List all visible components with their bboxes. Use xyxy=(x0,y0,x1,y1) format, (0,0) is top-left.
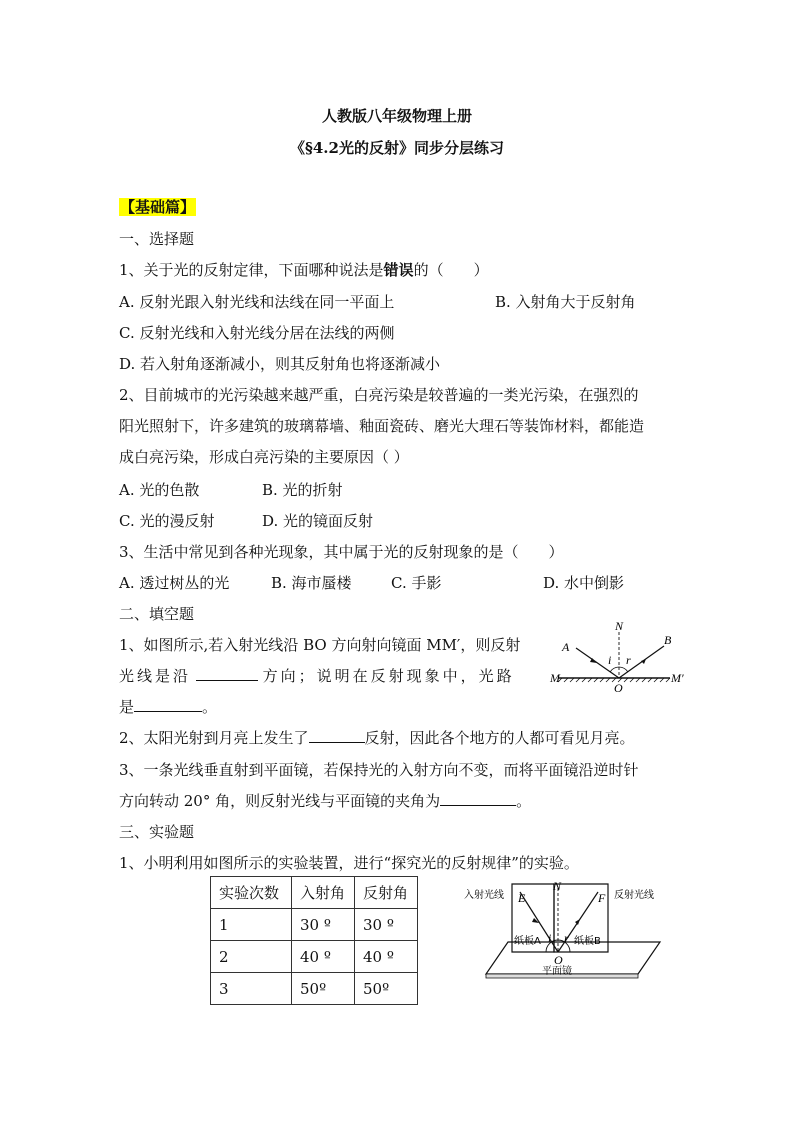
table-cell: 40 º xyxy=(355,941,418,973)
q2-option-d: D. 光的镜面反射 xyxy=(262,512,374,530)
fill-q3-line2-pre: 方向转动 20° 角，则反射光线与平面镜的夹角为 xyxy=(119,792,441,810)
q2-option-b: B. 光的折射 xyxy=(262,481,343,499)
table-row xyxy=(211,973,418,1005)
basic-section-tag xyxy=(119,196,196,217)
table-row xyxy=(211,941,418,973)
page-subtitle: 《§4.2光的反射》同步分层练习 xyxy=(290,139,504,157)
table-row xyxy=(211,909,418,941)
fill-q3-line2 xyxy=(119,790,531,811)
fill-q2-pre: 2、太阳光射到月亮上发生了 xyxy=(119,729,309,747)
fill-q1-line2 xyxy=(119,665,515,686)
q2-line2: 阳光照射下，许多建筑的玻璃幕墙、釉面瓷砖、磨光大理石等装饰材料，都能造 xyxy=(119,417,645,435)
angle-r-arc xyxy=(619,667,628,672)
label-o: O xyxy=(554,953,563,967)
fill-q2-post: 反射，因此各个地方的人都可看见月亮。 xyxy=(364,729,635,747)
fill-q1-line3-post: 。 xyxy=(202,698,218,716)
reflected-arrow-icon xyxy=(575,919,580,925)
apparatus-diagram xyxy=(462,878,666,982)
q3-option-b: B. 海市蜃楼 xyxy=(271,574,352,592)
angle-i-arc xyxy=(610,667,619,672)
q3-option-a: A. 透过树丛的光 xyxy=(119,574,230,592)
table-header-cell: 实验次数 xyxy=(211,877,292,909)
label-i: i xyxy=(608,653,612,667)
fill-q3-line2-post: 。 xyxy=(516,792,532,810)
basic-section-label: 【基础篇】 xyxy=(120,198,196,216)
table-cell: 2 xyxy=(211,941,292,973)
q2-option-c: C. 光的漫反射 xyxy=(119,512,215,530)
label-b: B xyxy=(664,633,672,647)
q1-stem xyxy=(119,259,489,280)
q3-option-c: C. 手影 xyxy=(391,574,442,592)
part3-heading: 三、实验题 xyxy=(119,823,195,841)
q2-line1: 2、目前城市的光污染越来越严重，白亮污染是较普遍的一类光污染，在强烈的 xyxy=(119,386,639,404)
table-cell: 1 xyxy=(211,909,292,941)
table-cell: 40 º xyxy=(292,941,355,973)
table-cell: 50º xyxy=(292,973,355,1005)
label-e: E xyxy=(518,891,526,905)
fill-q1-blank1[interactable] xyxy=(196,666,258,681)
mirror-label: 平面镜 xyxy=(542,966,572,977)
experiment-table xyxy=(210,876,418,1005)
q3-option-d: D. 水中倒影 xyxy=(543,574,625,592)
q1-stem-pre: 1、关于光的反射定律，下面哪种说法是 xyxy=(119,261,384,279)
label-n: N xyxy=(553,879,562,893)
table-header-row xyxy=(211,877,418,909)
label-a: A xyxy=(562,640,570,654)
fill-q1-line2-post: 方向；说明在反射现象中，光路 xyxy=(262,667,515,685)
fill-q1-line3-pre: 是 xyxy=(119,698,135,716)
q1-option-b: B. 入射角大于反射角 xyxy=(495,293,636,311)
fill-q1-line2-pre: 光线是沿 xyxy=(119,667,192,685)
label-r: r xyxy=(626,653,631,667)
q1-option-d: D. 若入射角逐渐减小，则其反射角也将逐渐减小 xyxy=(119,355,441,373)
label-f: F xyxy=(598,891,606,905)
label-r: r xyxy=(564,931,569,945)
page-title: 人教版八年级物理上册 xyxy=(321,107,472,125)
table-cell: 3 xyxy=(211,973,292,1005)
part1-heading: 一、选择题 xyxy=(119,230,195,248)
reflected-ray-label: 反射光线 xyxy=(614,890,654,901)
q1-stem-post: 的（ ） xyxy=(413,261,489,279)
reflection-diagram xyxy=(548,620,690,698)
fill-q1-line3 xyxy=(119,696,217,717)
board-a-label: 纸板A xyxy=(514,936,541,947)
q1-option-c: C. 反射光线和入射光线分居在法线的两侧 xyxy=(119,324,395,342)
board-b-label: 纸板B xyxy=(574,936,601,947)
fill-q2-blank[interactable] xyxy=(309,728,365,743)
q1-stem-emph: 错误 xyxy=(383,261,414,279)
fill-q3-blank[interactable] xyxy=(440,791,516,806)
label-o: O xyxy=(614,681,623,695)
fill-q1-blank2[interactable] xyxy=(134,697,202,712)
label-i: i xyxy=(548,931,552,945)
table-cell: 30 º xyxy=(355,909,418,941)
label-n: N xyxy=(615,620,624,633)
q1-option-a: A. 反射光跟入射光线和法线在同一平面上 xyxy=(119,293,395,311)
fill-q1-line1: 1、如图所示,若入射光线沿 BO 方向射向镜面 MM′，则反射 xyxy=(119,636,521,654)
part2-heading: 二、填空题 xyxy=(119,605,195,623)
table-cell: 30 º xyxy=(292,909,355,941)
q2-line3: 成白亮污染，形成白亮污染的主要原因（ ） xyxy=(119,448,409,466)
label-m-prime: M′ xyxy=(671,671,684,685)
fill-q3-line1: 3、一条光线垂直射到平面镜，若保持光的入射方向不变，而将平面镜沿逆时针 xyxy=(119,761,639,779)
table-header-cell: 入射角 xyxy=(292,877,355,909)
q2-option-a: A. 光的色散 xyxy=(119,481,200,499)
label-m: M xyxy=(550,671,560,685)
table-cell: 50º xyxy=(355,973,418,1005)
fill-q2 xyxy=(119,727,635,748)
exp-q1-stem: 1、小明利用如图所示的实验装置，进行“探究光的反射规律”的实验。 xyxy=(119,854,579,872)
reflected-arrow-icon xyxy=(641,659,646,664)
q3-stem: 3、生活中常见到各种光现象，其中属于光的反射现象的是（ ） xyxy=(119,543,564,561)
incident-ray xyxy=(576,648,619,678)
table-header-cell: 反射角 xyxy=(355,877,418,909)
incident-ray-label: 入射光线 xyxy=(464,890,504,901)
